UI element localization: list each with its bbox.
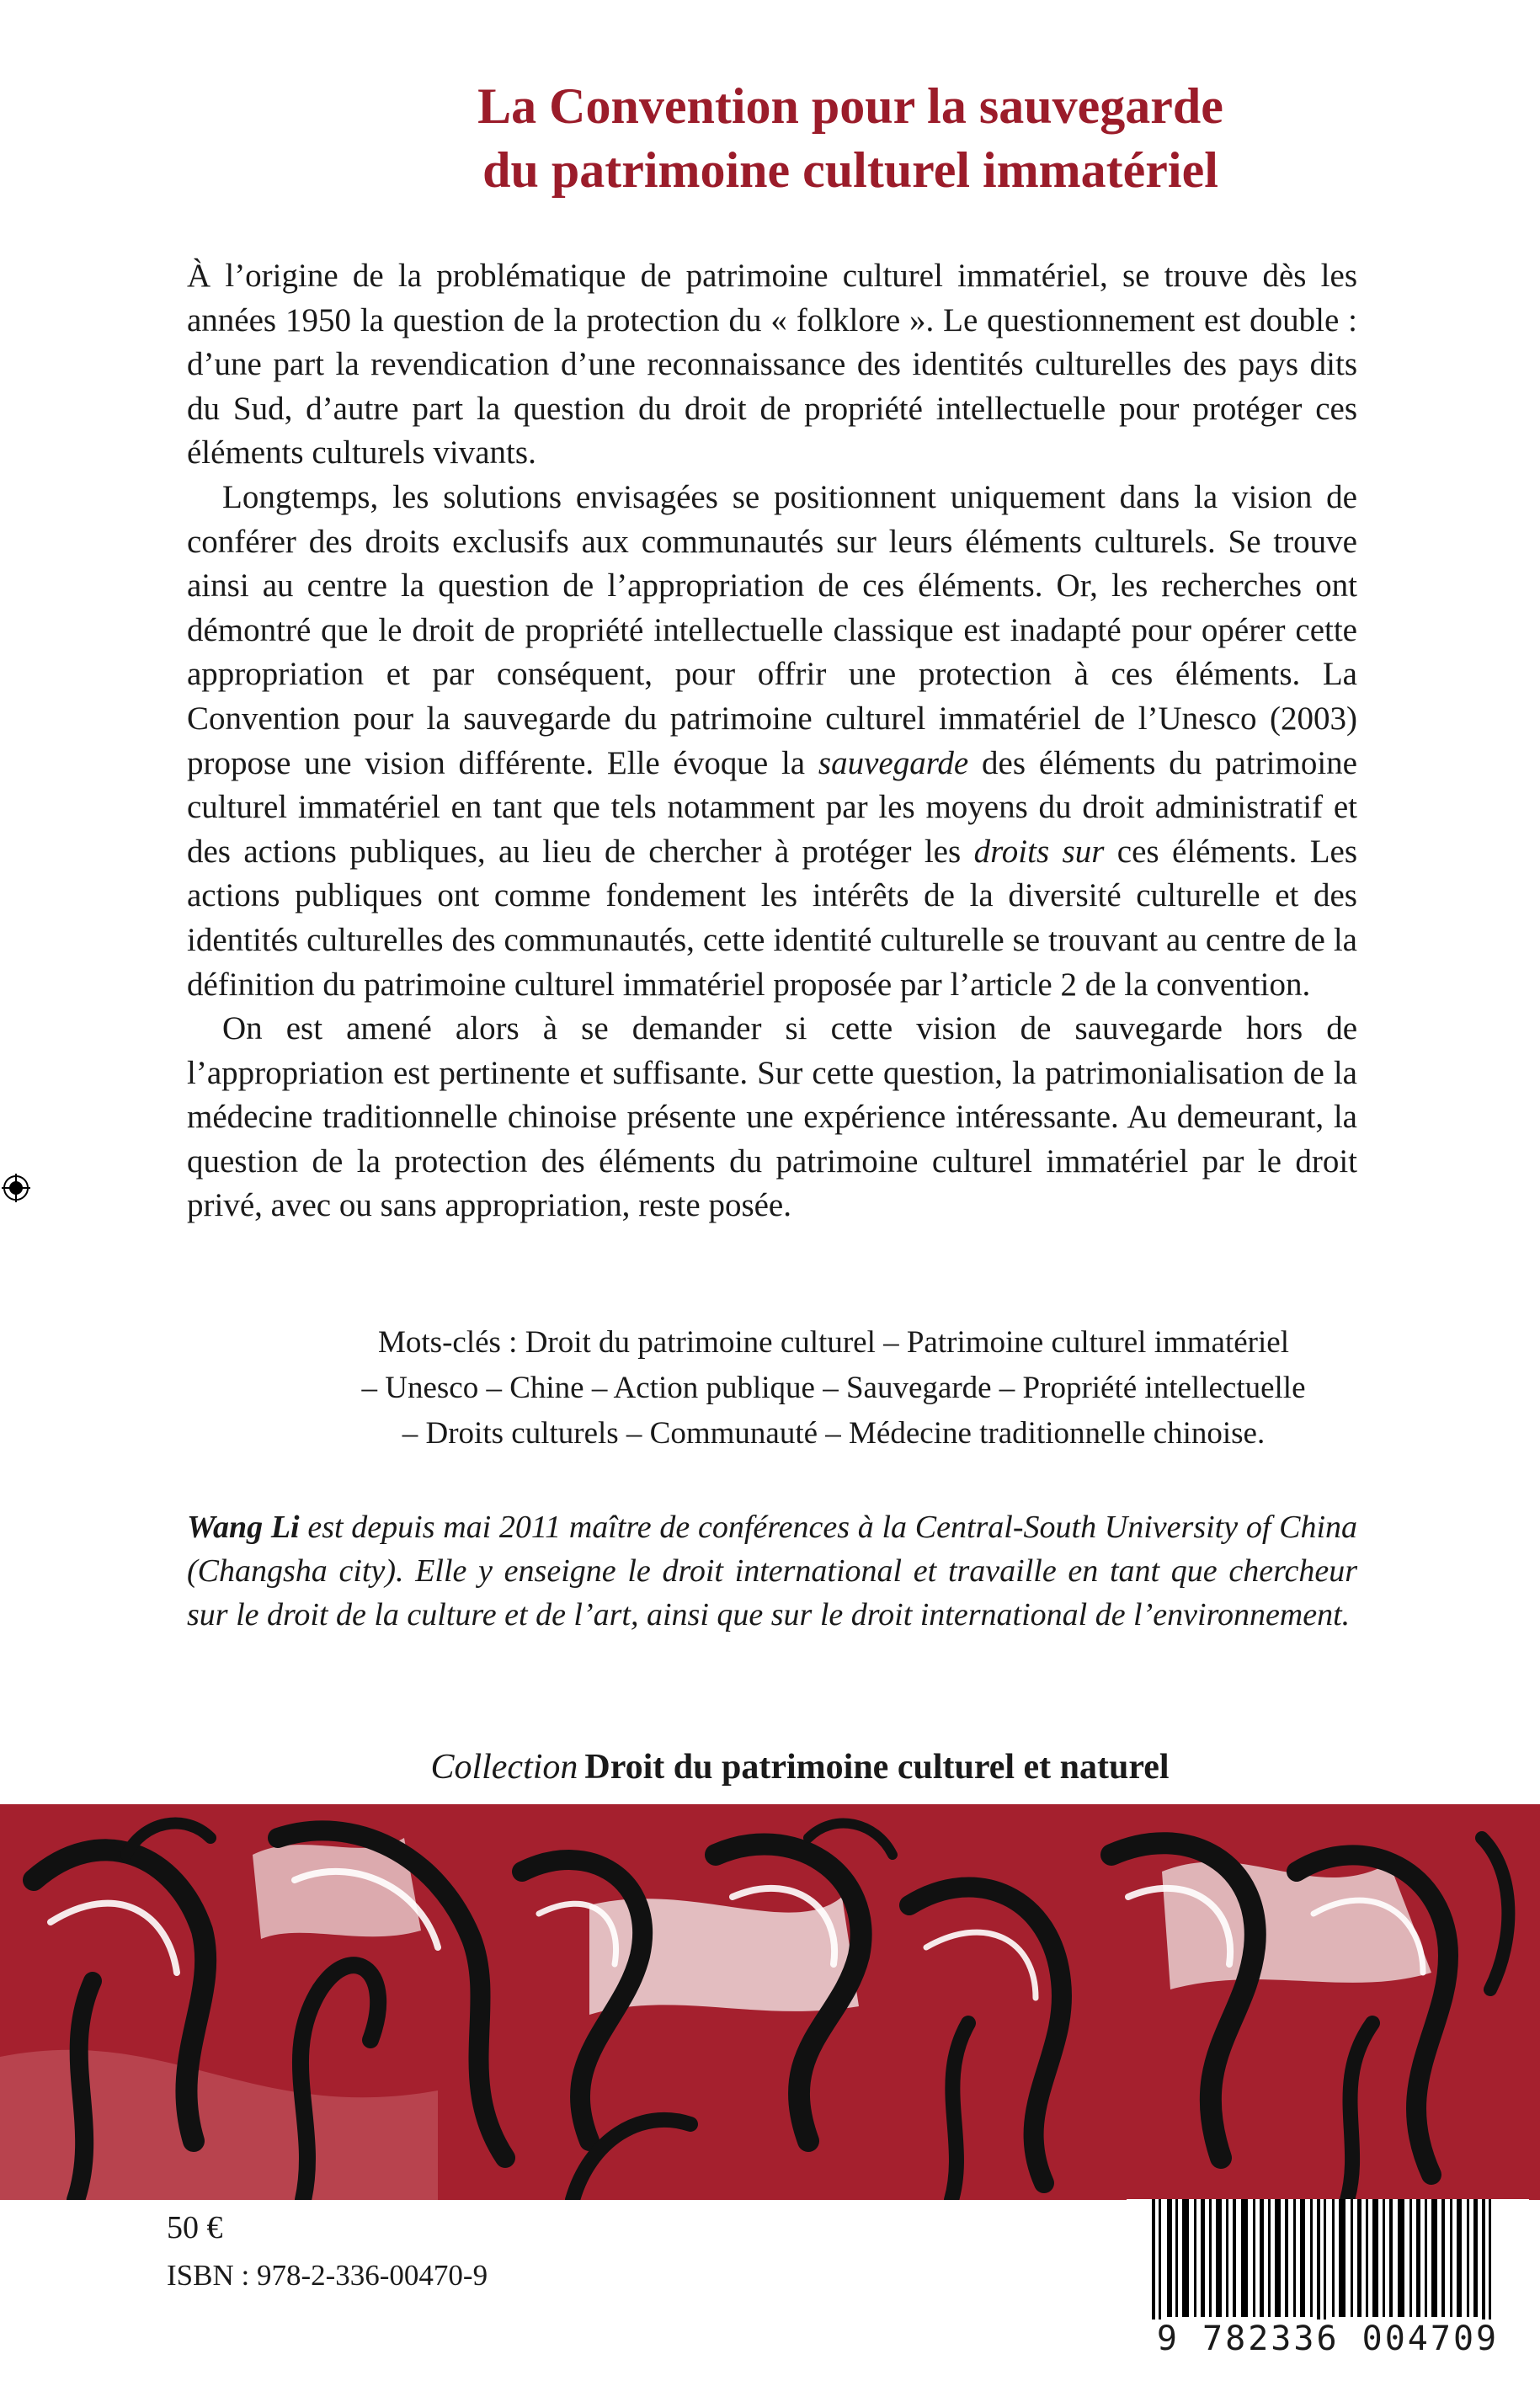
summary-paragraph-2: Longtemps, les solutions envisagées se positionnent uniquement dans la vision de conférer des droits exclusifs aux communautés sur leurs éléments culturels. Se trouve ainsi au centre la question de l’appropriation de ces éléments. Or, les recherches ont démontré que le droit de propriété intellectuelle classique est inadapté pour opérer cette appropriation et par conséquent, pour offrir une protection à ces éléments. La Convention pour la sauvegarde du patrimoine culturel immatériel de l’Unesco (2003) propose une vision différente. Elle évoque la sauvegarde des éléments du patrimoine culturel immatériel en tant que tels notamment par les moyens du droit administratif et des actions publiques, au lieu de chercher à protéger les droits sur ces éléments. Les actions publiques ont comme fondement les intérêts de la diversité culturelle et des identités culturelles des communautés, cette identité culturelle se trouvant au centre de la définition du patrimoine culturel immatériel proposée par l’article 2 de la convention. <box>187 478 1358 1003</box>
keywords-block <box>253 1320 1415 1457</box>
barcode-number: 9 782336 004709 <box>1127 2319 1529 2358</box>
keywords-line-1: Mots-clés : Droit du patrimoine culturel – Patrimoine culturel immatériel <box>378 1325 1289 1360</box>
isbn: ISBN : 978-2-336-00470-9 <box>167 2259 488 2292</box>
back-cover-summary <box>187 254 1357 1228</box>
book-title <box>303 74 1398 202</box>
keywords-line-2: – Unesco – Chine – Action publique – Sauvegarde – Propriété intellectuelle <box>361 1371 1306 1405</box>
collection-label: Collection <box>430 1748 578 1787</box>
collection-line <box>253 1747 1347 1787</box>
title-line-1: La Convention pour la sauvegarde <box>477 78 1223 134</box>
collection-name: Droit du patrimoine culturel et naturel <box>584 1748 1170 1787</box>
registration-mark-icon <box>2 1174 30 1202</box>
emphasis-sauvegarde: sauvegarde <box>818 744 969 781</box>
author-bio <box>187 1505 1357 1637</box>
emphasis-droits-sur: droits sur <box>973 833 1105 870</box>
author-name: Wang Li <box>187 1510 300 1545</box>
keywords-line-3: – Droits culturels – Communauté – Médecine traditionnelle chinoise. <box>402 1416 1266 1451</box>
author-bio-text: est depuis mai 2011 maître de conférences à la Central-South University of China (Changsha city). Elle y enseigne le droit international et travaille en tant que chercheur sur le droit de la culture et de l’art, ainsi que sur le droit international de l’environnement. <box>187 1510 1358 1632</box>
title-line-2: du patrimoine culturel immatériel <box>482 142 1218 198</box>
price: 50 € <box>167 2210 223 2245</box>
summary-paragraph-1: À l’origine de la problématique de patrimoine culturel immatériel, se trouve dès les années 1950 la question de la protection du « folklore ». Le questionnement est double : d’une part la revendication d’une reconnaissance des identités culturelles des pays dits du Sud, d’autre part la question du droit de propriété intellectuelle pour protéger ces éléments culturels vivants. <box>187 258 1357 471</box>
cover-artwork-figures <box>0 1804 1540 2200</box>
summary-paragraph-3: On est amené alors à se demander si cette vision de sauvegarde hors de l’appropriation est pertinente et suffisante. Sur cette question, la patrimonialisation de la médecine traditionnelle chinoise présente une expérience intéressante. Au demeurant, la question de la protection des éléments du patrimoine culturel immatériel par le droit privé, avec ou sans appropriation, reste posée. <box>187 1010 1357 1224</box>
